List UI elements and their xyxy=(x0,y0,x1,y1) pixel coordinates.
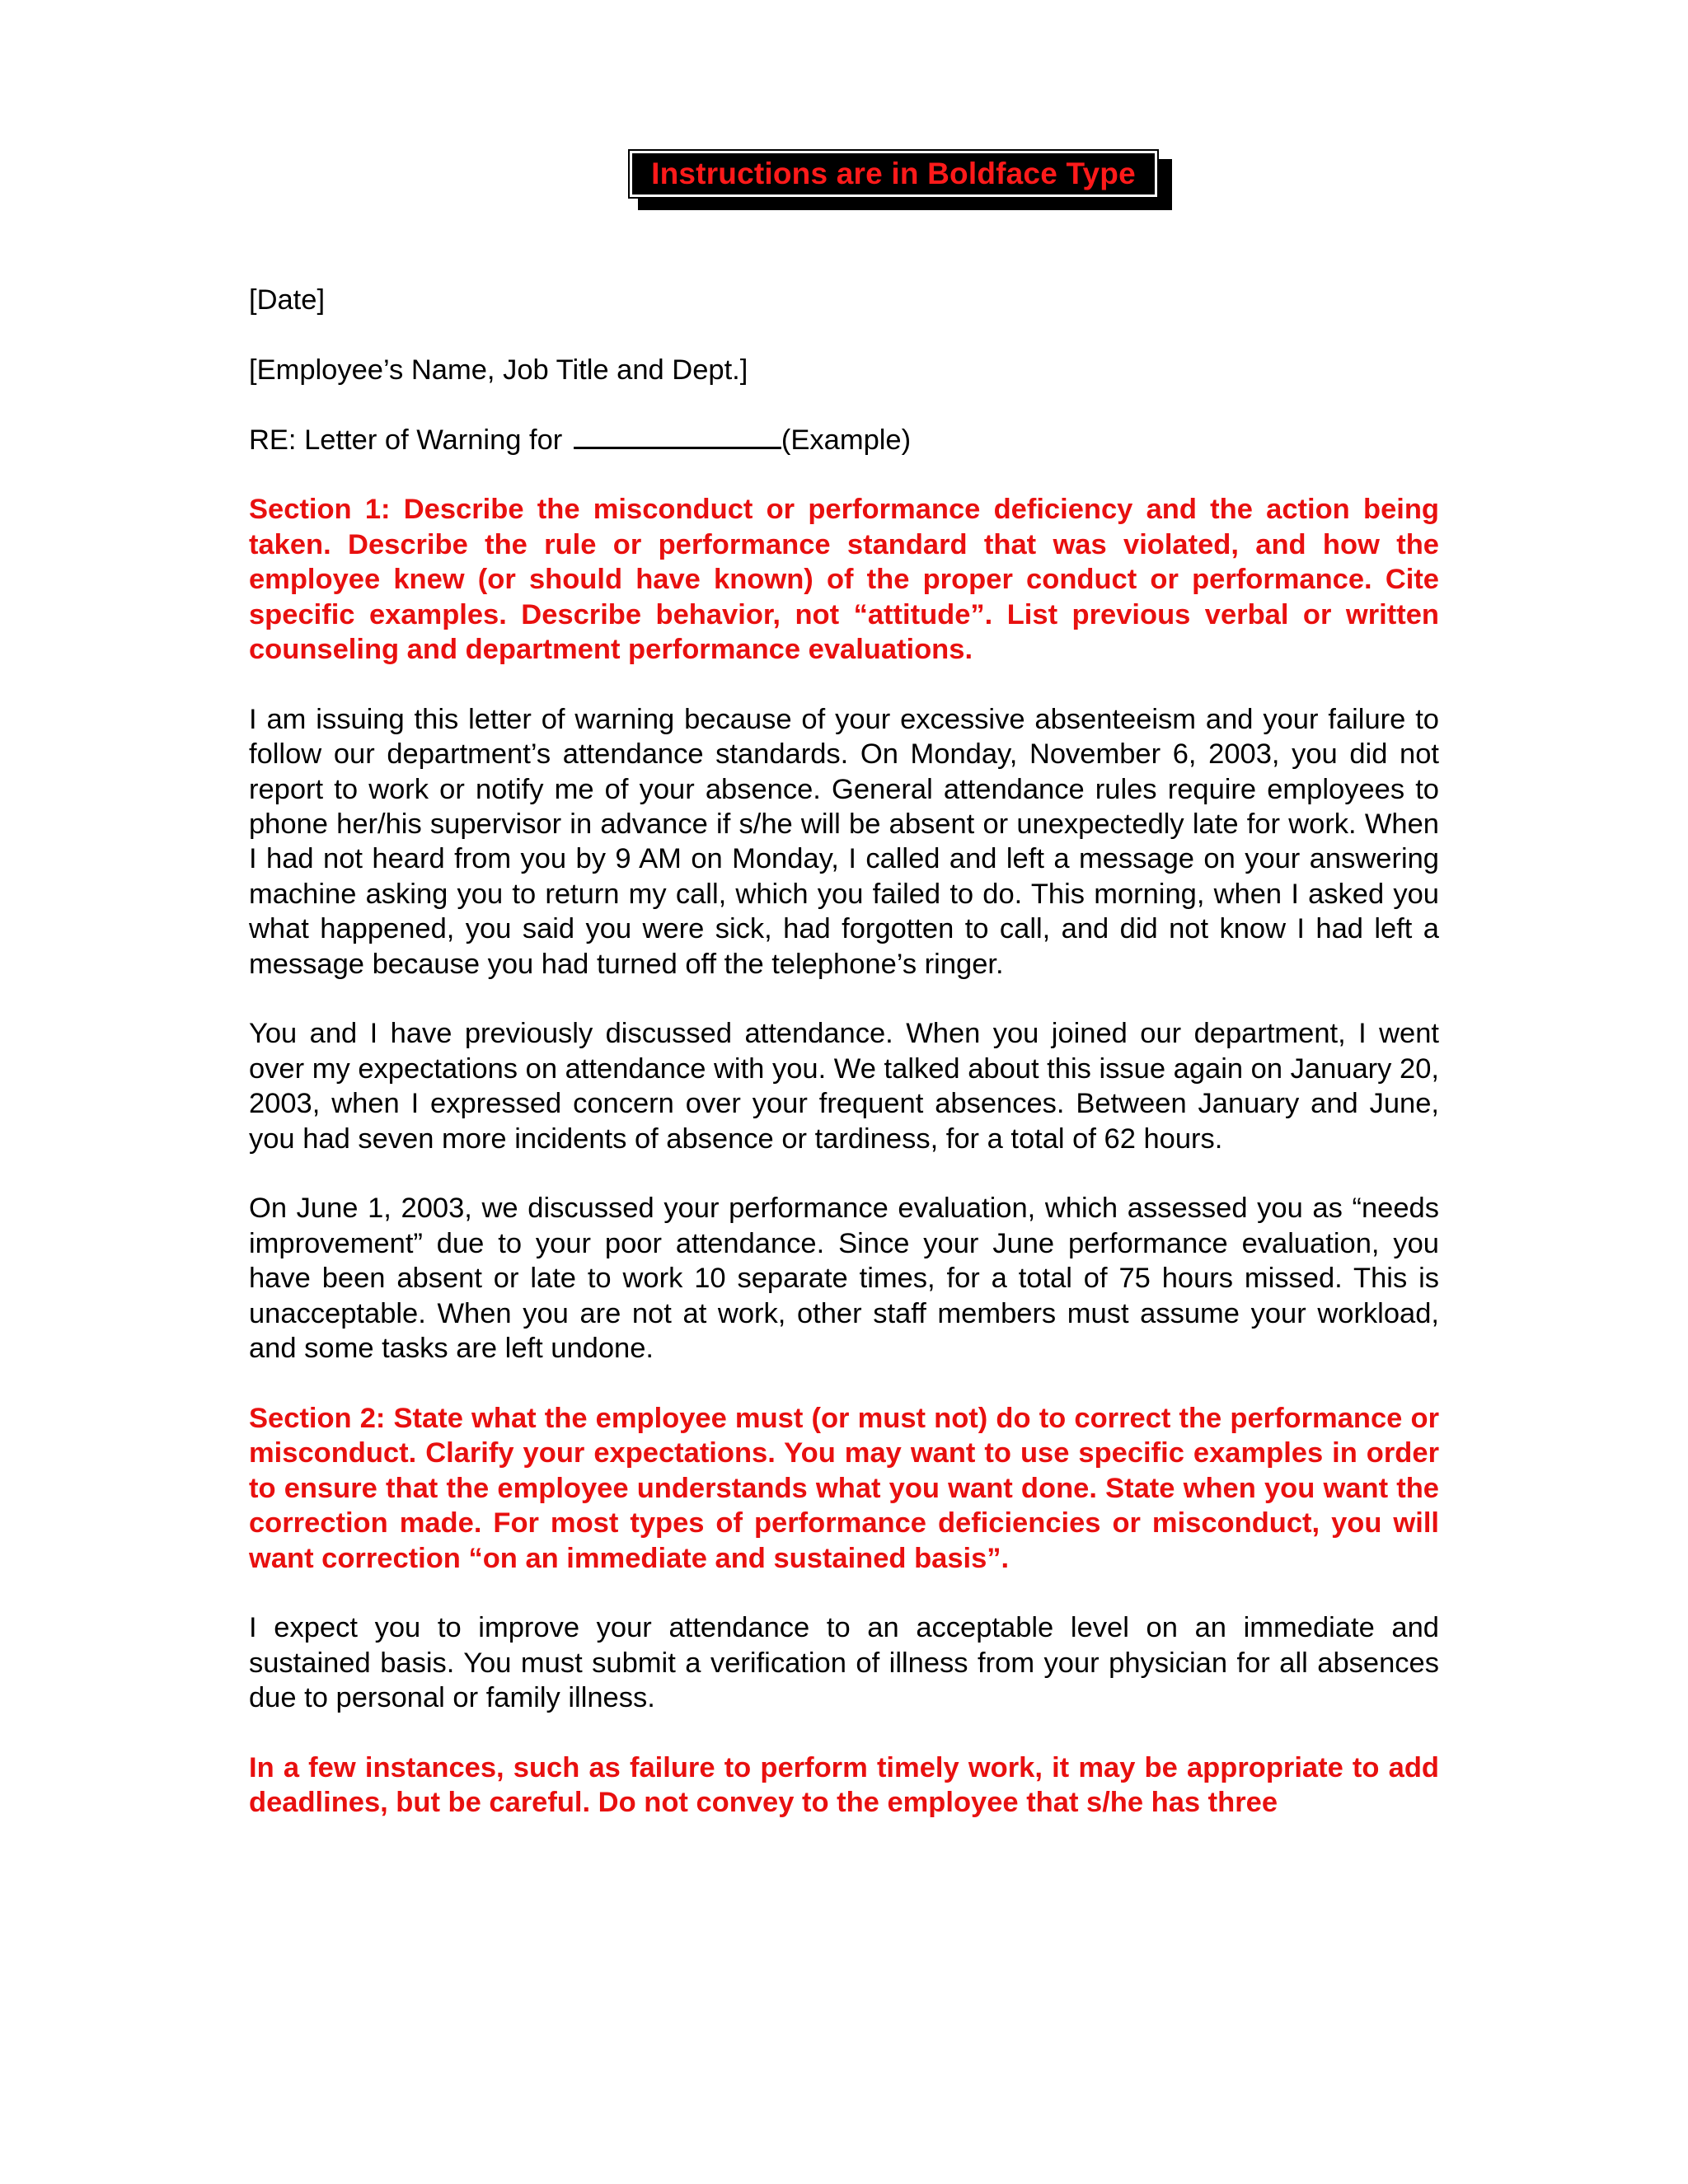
section-1-paragraph-history: You and I have previously discussed attendance. When you joined our department, I went over my expectations on attendance with you. We talked about this issue again on January 20, 2003, when I expressed concern over your frequent absences. Between January and June, you had seven more incidents of absence or tardiness, for a total of 62 hours. xyxy=(249,1018,1439,1155)
date-placeholder: [Date] xyxy=(249,284,326,316)
subject-blank xyxy=(574,424,781,449)
section-1-instructions: Section 1: Describe the misconduct or performance deficiency and the action being taken. Describe the rule or performance standard that was violated, and how the employee knew (or should have known) of the proper conduct or performance. Cite specific examples. Describe behavior, not “attitude”. List previous verbal or written counseling and department performance evaluations. xyxy=(249,494,1439,666)
letter-body xyxy=(249,283,1439,1855)
banner-text: Instructions are in Boldface Type xyxy=(651,157,1136,190)
section-1-paragraph-evaluation: On June 1, 2003, we discussed your performance evaluation, which assessed you as “needs improvement” due to your poor attendance. Since your June performance evaluation, you have been absent or late to work 10 separate times, for a total of 75 hours missed. This is unacceptable. When you are not at work, other staff members must assume your workload, and some tasks are left undone. xyxy=(249,1193,1439,1365)
subject-line xyxy=(249,423,1439,457)
addressee-placeholder: [Employee’s Name, Job Title and Dept.] xyxy=(249,354,748,386)
section-2-paragraph: I expect you to improve your attendance to an acceptable level on an immediate and sustained basis. You must submit a verification of illness from your physician for all absences due to personal or family illness. xyxy=(249,1612,1439,1714)
subject-suffix: (Example) xyxy=(781,424,912,456)
section-1-paragraph-absence: I am issuing this letter of warning because of your excessive absenteeism and your failure to follow our department’s attendance standards. On Monday, November 6, 2003, you did not report to work or notify me of your absence. General attendance rules require employees to phone her/his supervisor in advance if s/he will be absent or unexpectedly late for work. When I had not heard from you by 9 AM on Monday, I called and left a message on your answering machine asking you to return my call, which you failed to do. This morning, when I asked you what happened, you said you were sick, had forgotten to call, and did not know I had left a message because you had turned off the telephone’s ringer. xyxy=(249,703,1439,980)
instructions-banner xyxy=(630,151,1165,204)
deadlines-note: In a few instances, such as failure to perform timely work, it may be appropriate to add deadlines, but be careful. Do not convey to the employee that s/he has three xyxy=(249,1751,1439,1819)
subject-prefix: RE: Letter of Warning for xyxy=(249,424,563,456)
section-2-instructions: Section 2: State what the employee must (or must not) do to correct the performance or misconduct. Clarify your expectations. You may want to use specific examples in order to ensure that the employee understands what you want done. State when you want the correction made. For most types of performance deficiencies or misconduct, you will want correction “on an immediate and sustained basis”. xyxy=(249,1402,1439,1574)
banner-box xyxy=(630,151,1157,197)
